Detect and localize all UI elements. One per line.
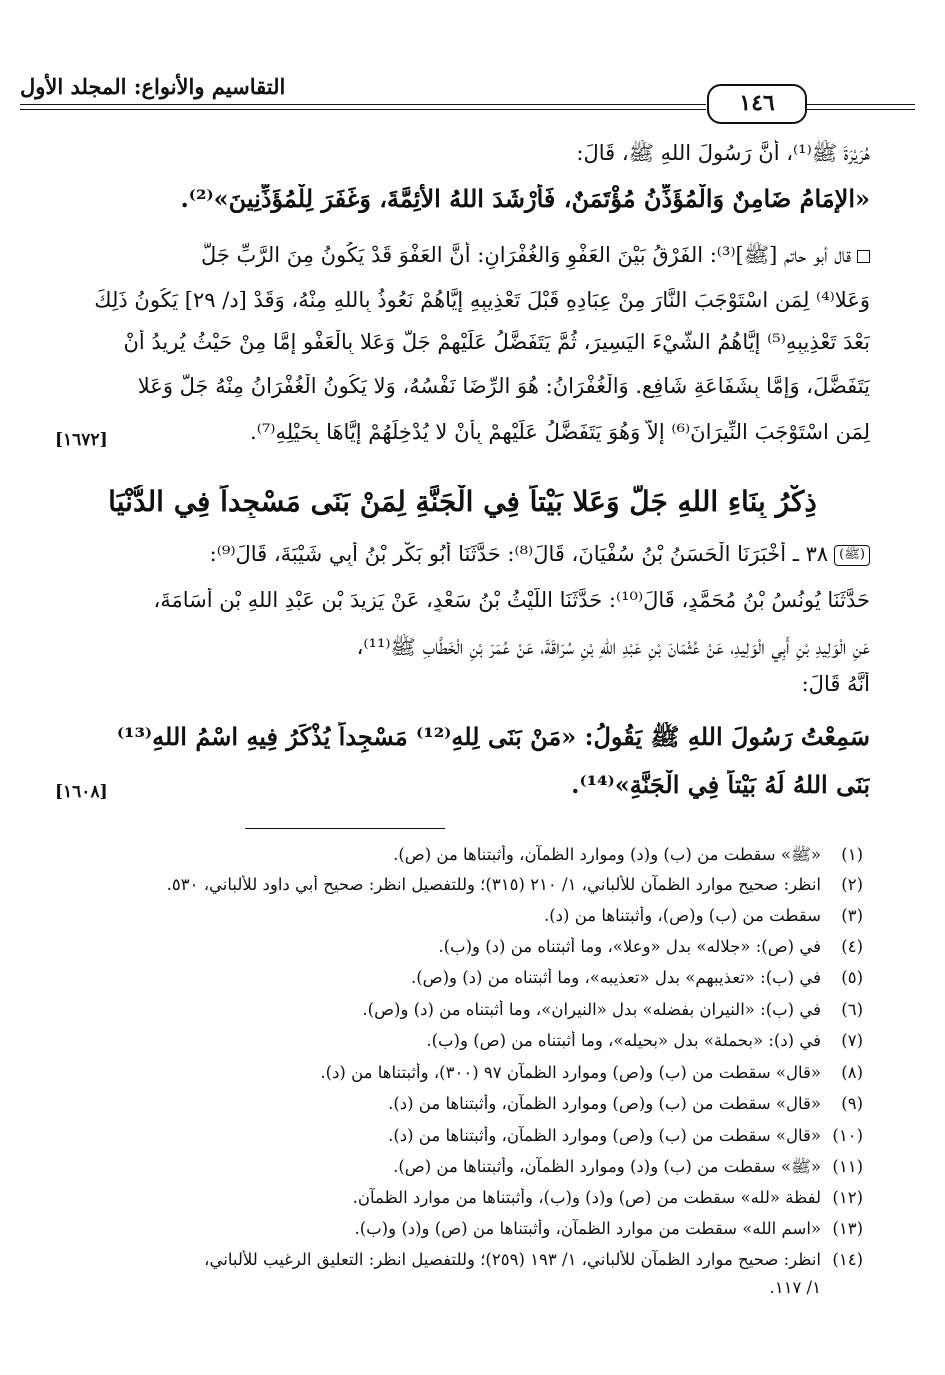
footnote	[55, 1031, 863, 1050]
footnote-text: في (ب): «تعذيبهم» بدل «تعذيبه»، وما أثبتناه من (د) و(ص).	[410, 968, 821, 987]
hadith-badge: (ﷺ)	[834, 545, 870, 566]
header-rule	[20, 104, 706, 105]
footnote-number: (٦)	[841, 1000, 863, 1019]
footnote-number: (١٠)	[832, 1126, 863, 1145]
header-rule	[20, 109, 706, 110]
footnote	[55, 937, 863, 956]
footnote	[55, 968, 863, 987]
page-header	[20, 70, 915, 120]
footnote-number: (٢)	[841, 875, 863, 894]
footnote	[55, 1157, 863, 1181]
page-number: ١٤٦	[707, 84, 807, 124]
section-heading: ذِكْرُ بِنَاءِ اللهِ جَلَّ وَعَلا بَيْتاً فِي الْجَنَّةِ لِمَنْ بَنَى مَسْجِداً فِي الدُّنْيَا	[108, 485, 817, 518]
footnote-text: «قال» سقطت من (ب) و(ص) وموارد الظمآن، وأثبتناها من (د).	[388, 1126, 821, 1145]
footnote-number: (١)	[841, 845, 863, 864]
footnote-text: سقطت من (ب) و(ص)، وأثبتناها من (د).	[543, 906, 821, 925]
header-rule	[805, 104, 915, 105]
hadith-quote: سَمِعْتُ رَسُولَ اللهِ ﷺ يَقُولُ: «مَنْ بَنَى لِلهِ⁽¹²⁾ مَسْجِداً يُذْكَرُ فِيهِ اسْمُ اللهِ⁽¹³⁾	[116, 722, 870, 751]
footnote	[55, 1094, 863, 1113]
footnote-number: (١٤)	[832, 1250, 863, 1269]
footnote	[55, 1278, 863, 1297]
footnote-text: «قال» سقطت من (ب) و(ص) وموارد الظمآن، وأثبتناها من (د).	[388, 1094, 821, 1113]
footnote-text: في (د): «بحملة» بدل «بحيله»، وما أثبتناه من (ص) و(ب).	[426, 1031, 821, 1050]
footnote-number: (٣)	[841, 906, 863, 925]
footnote	[55, 875, 863, 894]
footnote-text: في (ص): «جلاله» بدل «وعلا»، وما أثبتناه من (د) و(ب).	[438, 937, 821, 956]
hadith-quote: «الإِمَامُ ضَامِنٌ وَالْمُؤَذِّنُ مُؤْتَمَنٌ، فَأَرْشَدَ اللهُ الأَئِمَّةَ، وَغَفَرَ لِلْمُؤَذِّنِينَ»⁽²⁾.	[180, 184, 870, 213]
footnote	[55, 1250, 863, 1269]
text-line	[55, 242, 870, 273]
footnote-text: انظر: صحيح موارد الظمآن للألباني، ١/ ٢١٠ (٣١٥)؛ وللتفصيل انظر: صحيح أبي داود للألباني، ٥٣٠.	[166, 875, 821, 894]
footnote	[55, 1063, 863, 1082]
footnote-number: (٥)	[841, 968, 863, 987]
square-icon	[857, 250, 870, 263]
footnote-text: ١/ ١١٧.	[769, 1278, 821, 1297]
text-line: لِمَنِ اسْتَوْجَبَ النِّيرَانَ⁽⁶⁾ إِلاَّ وَهُوَ يَتَفَضَّلُ عَلَيْهِمْ بِأَنْ لا يُدْخِلَهُمْ إِيَّاهَا بِحَيْلِهِ⁽⁷⁾.	[250, 420, 870, 444]
text-line: وَعَلا⁽⁴⁾ لِمَنِ اسْتَوْجَبَ النَّارَ مِنْ عِبَادِهِ قَبْلَ تَعْذِيبِهِ إِيَّاهُمْ نَعُوذُ بِاللهِ مِنْهُ، وَقَدْ [د/ ٢٩] يَكُونُ ذَلِكَ	[94, 288, 870, 312]
text-line-content: قال أبو حاتم [ﷺ]⁽³⁾: الفَرْقُ بَيْنَ العَفْوِ وَالغُفْرَانِ: أَنَّ العَفْوَ قَدْ يَكُونُ مِنَ الرَّبِّ جَلَّ	[200, 243, 851, 267]
footnote	[55, 1000, 863, 1019]
footnote-text: «اسم الله» سقطت من موارد الظمآن، وأثبتناها من (ص) و(د) و(ب).	[354, 1219, 821, 1238]
text-line: حَدَّثَنَا يُونُسُ بْنُ مُحَمَّدٍ، قَالَ⁽¹⁰⁾: حَدَّثَنَا اللَّيْثُ بْنُ سَعْدٍ، عَنْ يَزِيدَ بْنِ عَبْدِ اللهِ بْنِ أُسَامَةَ،	[153, 588, 870, 612]
footnote-number: (١٣)	[832, 1219, 863, 1238]
text-line: يَتَفَضَّلَ، وَإِمَّا بِشَفَاعَةِ شَافِعٍ. وَالْغُفْرَانُ: هُوَ الرِّضَا نَفْسُهُ، وَلا يَكُونُ الْغُفْرَانُ مِنْهُ جَلَّ وَعَلا	[137, 374, 870, 398]
text-line: بَعْدَ تَعْذِيبِهِ⁽⁵⁾ إِيَّاهُمُ الشَّيْءَ اليَسِيرَ، ثُمَّ يَتَفَضَّلُ عَلَيْهِمْ جَلَّ وَعَلا بِالْعَفْوِ إِمَّا مِنْ حَيْثُ يُرِيدُ أَنْ	[123, 330, 870, 354]
footnote-text: «قال» سقطت من (ب) و(ص) وموارد الظمآن ٩٧ (٣٠٠)، وأثبتناها من (د).	[320, 1063, 821, 1082]
header-rule	[805, 109, 915, 110]
text-line-content: ٣٨ ـ أَخْبَرَنَا الْحَسَنُ بْنُ سُفْيَانَ، قَالَ⁽⁸⁾: حَدَّثَنَا أَبُو بَكْرِ بْنُ أَبِي شَيْبَةَ، قَالَ⁽⁹⁾:	[209, 542, 829, 566]
footnote-number: (٩)	[841, 1094, 863, 1113]
footnote-text: «ﷺ» سقطت من (ب) و(د) وموارد الظمآن، وأثبتناها من (ص).	[393, 845, 821, 864]
text-line: عَنِ الْوَلِيدِ بْنِ أَبِي الْوَلِيدِ، عَنْ عُثْمَانَ بْنِ عَبْدِ اللهِ بْنِ سُرَاقَةَ، عَنْ عُمَرَ بْنِ الْخَطَّابِ ﷺ⁽¹¹⁾،	[356, 635, 870, 659]
text-line: أَنَّهُ قَالَ:	[801, 672, 870, 696]
text-line: هُرَيْرَةَ ﷺ⁽¹⁾، أَنَّ رَسُولَ اللهِ ﷺ، قَالَ:	[576, 141, 870, 165]
running-title: التقاسيم والأنواع: المجلد الأول	[20, 74, 286, 99]
footnote-text: «ﷺ» سقطت من (ب) و(د) وموارد الظمآن، وأثبتناها من (ص).	[393, 1157, 821, 1176]
text-line	[55, 542, 870, 566]
footnote-text: لفظة «لله» سقطت من (ص) و(د) و(ب)، وأثبتناها من موارد الظمآن.	[352, 1188, 821, 1207]
footnote	[55, 906, 863, 925]
reference-number: [١٦٠٨]	[55, 782, 108, 802]
footnote-text: في (ب): «النيران بفضله» بدل «النيران»، وما أثبتناه من (د) و(ص).	[362, 1000, 821, 1019]
footnote-text: انظر: صحيح موارد الظمآن للألباني، ١/ ١٩٣ (٢٥٩)؛ وللتفصيل انظر: التعليق الرغيب للألباني،	[204, 1250, 821, 1269]
footnote-number: (٨)	[841, 1063, 863, 1082]
footnote	[55, 1219, 863, 1238]
footnote-number: (٧)	[841, 1031, 863, 1050]
footnote	[55, 1188, 863, 1207]
footnote	[55, 1126, 863, 1145]
hadith-quote: بَنَى اللهُ لَهُ بَيْتاً فِي الْجَنَّةِ»⁽¹⁴⁾.	[571, 770, 870, 799]
footnote	[55, 845, 863, 869]
footnote-rule	[245, 828, 445, 829]
footnote-number: (٤)	[841, 937, 863, 956]
footnote-number: (١١)	[832, 1157, 863, 1176]
footnote-number: (١٢)	[832, 1188, 863, 1207]
reference-number: [١٦٧٢]	[55, 430, 108, 450]
